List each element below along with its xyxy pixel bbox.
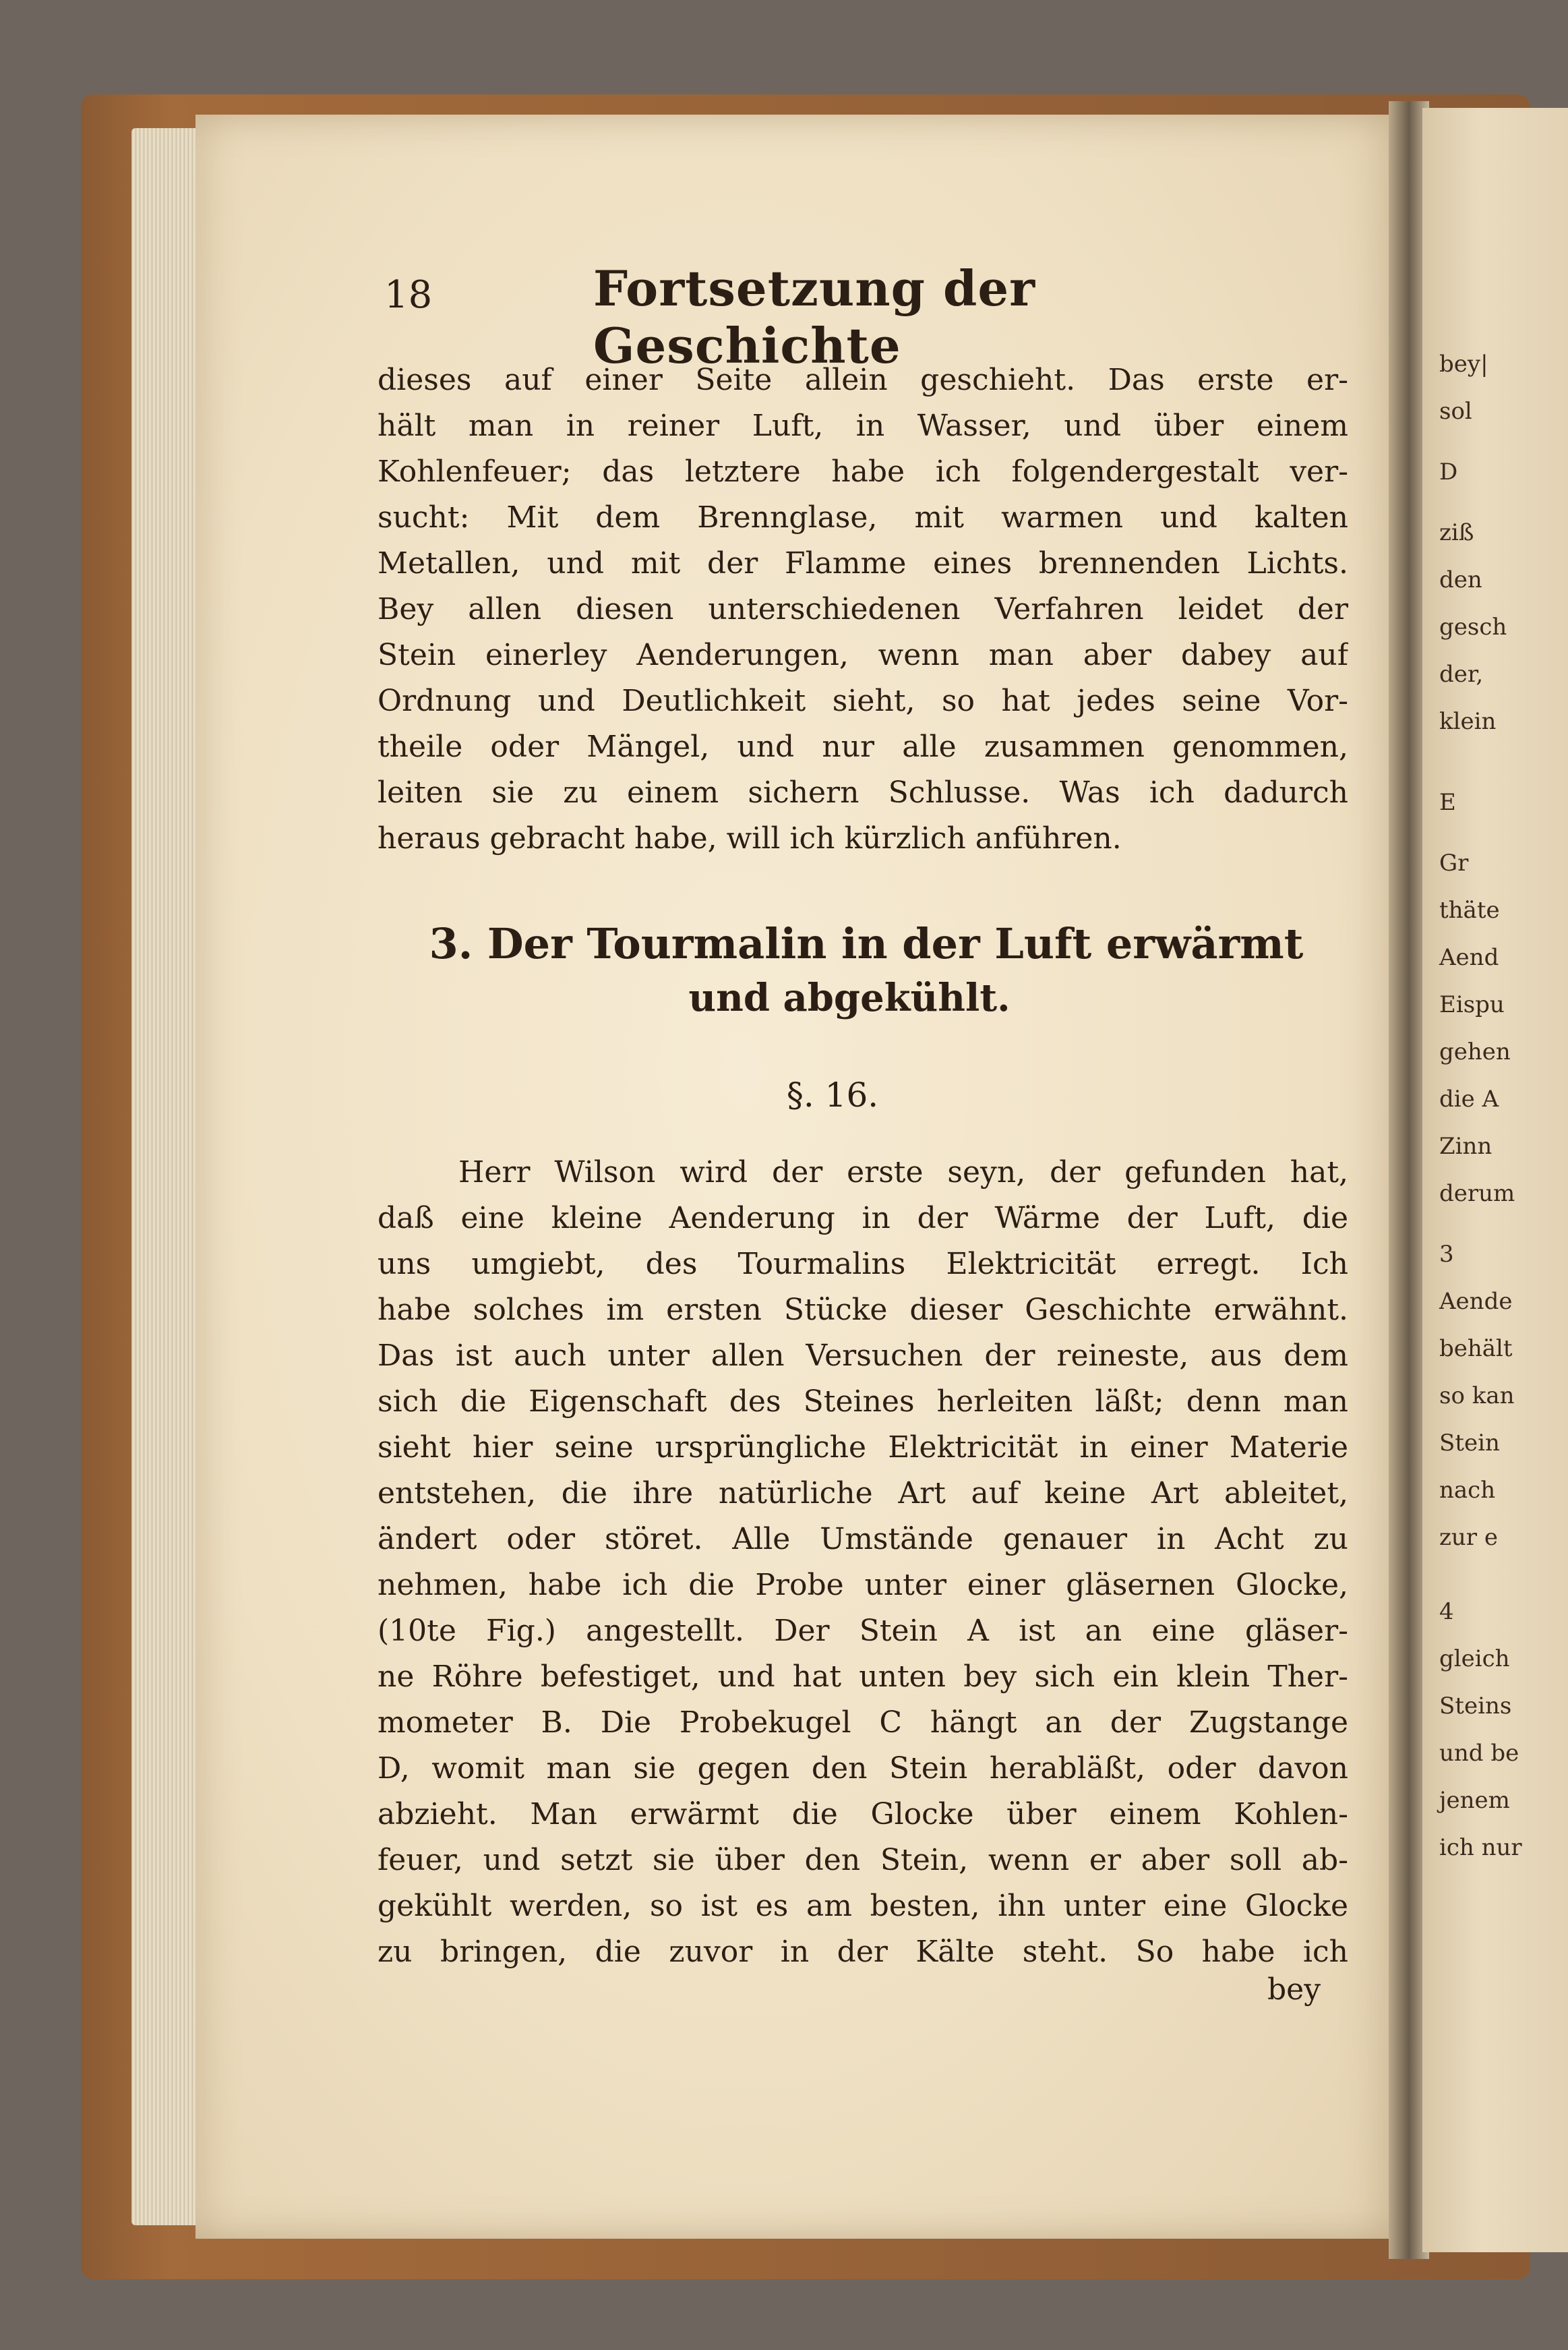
facing-page-text: Gr: [1439, 850, 1469, 877]
facing-page-text: ziß: [1439, 519, 1474, 546]
running-title: Fortsetzung der Geschichte: [593, 260, 1036, 374]
facing-page-text: Steins: [1439, 1693, 1512, 1720]
facing-page-fragment: [1422, 108, 1568, 2252]
text-line: Ordnung und Deutlichkeit sieht, so hat jedes seine Vor-: [378, 684, 1348, 718]
text-line: Herr Wilson wird der erste seyn, der gefunden hat,: [458, 1155, 1348, 1189]
facing-page-text: sol: [1439, 398, 1472, 425]
facing-page-text: E: [1439, 789, 1456, 816]
catchword: bey: [1267, 1972, 1321, 2007]
page-header: [378, 260, 1348, 374]
facing-page-text: die A: [1439, 1086, 1499, 1113]
paragraph-continuation: [378, 357, 1348, 862]
facing-page-text: thäte: [1439, 897, 1500, 924]
text-line: heraus gebracht habe, will ich kürzlich anführen.: [378, 821, 1122, 856]
facing-page-text: ich nur: [1439, 1834, 1522, 1861]
text-line: sieht hier seine ursprüngliche Elektricität in einer Materie: [378, 1430, 1348, 1465]
text-line: hält man in reiner Luft, in Wasser, und über einem: [378, 409, 1348, 443]
facing-page-text: behält: [1439, 1335, 1513, 1362]
facing-page-text: den: [1439, 566, 1482, 593]
facing-page-text: gehen: [1439, 1038, 1511, 1065]
section-heading: [378, 917, 1348, 1025]
text-line: habe solches im ersten Stücke dieser Geschichte erwähnt.: [378, 1293, 1348, 1327]
section-heading-line: und abgekühlt.: [688, 976, 1011, 1020]
text-line: ne Röhre befestiget, und hat unten bey sich ein klein Ther-: [378, 1659, 1348, 1694]
facing-page-text: Stein: [1439, 1430, 1500, 1457]
text-line: Bey allen diesen unterschiedenen Verfahren leidet der: [378, 592, 1348, 626]
text-line: zu bringen, die zuvor in der Kälte steht. So habe ich: [378, 1935, 1348, 1969]
text-line: leiten sie zu einem sichern Schlusse. Was ich dadurch: [378, 775, 1348, 810]
facing-page-text: D: [1439, 459, 1458, 486]
text-line: daß eine kleine Aenderung in der Wärme der Luft, die: [378, 1201, 1348, 1235]
text-line: abzieht. Man erwärmt die Glocke über einem Kohlen-: [378, 1797, 1348, 1831]
facing-page-text: zur e: [1439, 1524, 1498, 1551]
facing-page-text: derum: [1439, 1180, 1515, 1207]
facing-page-text: Zinn: [1439, 1133, 1492, 1160]
page-number: 18: [384, 273, 433, 317]
text-line: (10te Fig.) angestellt. Der Stein A ist an eine gläser-: [378, 1614, 1348, 1648]
facing-page-text: jenem: [1439, 1787, 1510, 1814]
text-line: entstehen, die ihre natürliche Art auf keine Art ableitet,: [378, 1476, 1348, 1510]
text-line: nehmen, habe ich die Probe unter einer gläsernen Glocke,: [378, 1568, 1348, 1602]
section-mark: §. 16.: [786, 1076, 879, 1115]
facing-page-text: nach: [1439, 1477, 1496, 1504]
text-line: Kohlenfeuer; das letztere habe ich folgendergestalt ver-: [378, 454, 1348, 489]
facing-page-text: so kan: [1439, 1382, 1515, 1409]
facing-page-text: Aend: [1439, 944, 1499, 971]
text-line: Metallen, und mit der Flamme eines brennenden Lichts.: [378, 546, 1348, 581]
text-line: dieses auf einer Seite allein geschieht. Das erste er-: [378, 363, 1348, 397]
text-line: Stein einerley Aenderungen, wenn man aber dabey auf: [378, 638, 1348, 672]
text-line: uns umgiebt, des Tourmalins Elektricität erregt. Ich: [378, 1247, 1348, 1281]
facing-page-text: der,: [1439, 661, 1484, 688]
facing-page-text: Eispu: [1439, 991, 1505, 1018]
facing-page-text: 4: [1439, 1598, 1454, 1625]
facing-page-text: und be: [1439, 1740, 1519, 1767]
text-line: sich die Eigenschaft des Steines herleiten läßt; denn man: [378, 1384, 1348, 1419]
facing-page-text: 3: [1439, 1241, 1454, 1268]
text-line: feuer, und setzt sie über den Stein, wenn er aber soll ab-: [378, 1843, 1348, 1877]
paragraph-body: [378, 1150, 1348, 1975]
text-line: Das ist auch unter allen Versuchen der reineste, aus dem: [378, 1339, 1348, 1373]
section-heading-line: 3. Der Tourmalin in der Luft erwärmt: [429, 919, 1304, 968]
text-line: mometer B. Die Probekugel C hängt an der Zugstange: [378, 1705, 1348, 1740]
facing-page-text: gesch: [1439, 614, 1507, 641]
text-line: theile oder Mängel, und nur alle zusammen genommen,: [378, 730, 1348, 764]
text-line: sucht: Mit dem Brennglase, mit warmen und kalten: [378, 500, 1348, 535]
facing-page-text: klein: [1439, 708, 1497, 735]
text-line: ändert oder störet. Alle Umstände genauer in Acht zu: [378, 1522, 1348, 1556]
page-edges: [131, 128, 206, 2225]
text-line: D, womit man sie gegen den Stein herabläßt, oder davon: [378, 1751, 1348, 1786]
text-line: gekühlt werden, so ist es am besten, ihn unter eine Glocke: [378, 1889, 1348, 1923]
facing-page-text: gleich: [1439, 1645, 1510, 1672]
facing-page-text: bey|: [1439, 351, 1488, 378]
facing-page-text: Aende: [1439, 1288, 1513, 1315]
